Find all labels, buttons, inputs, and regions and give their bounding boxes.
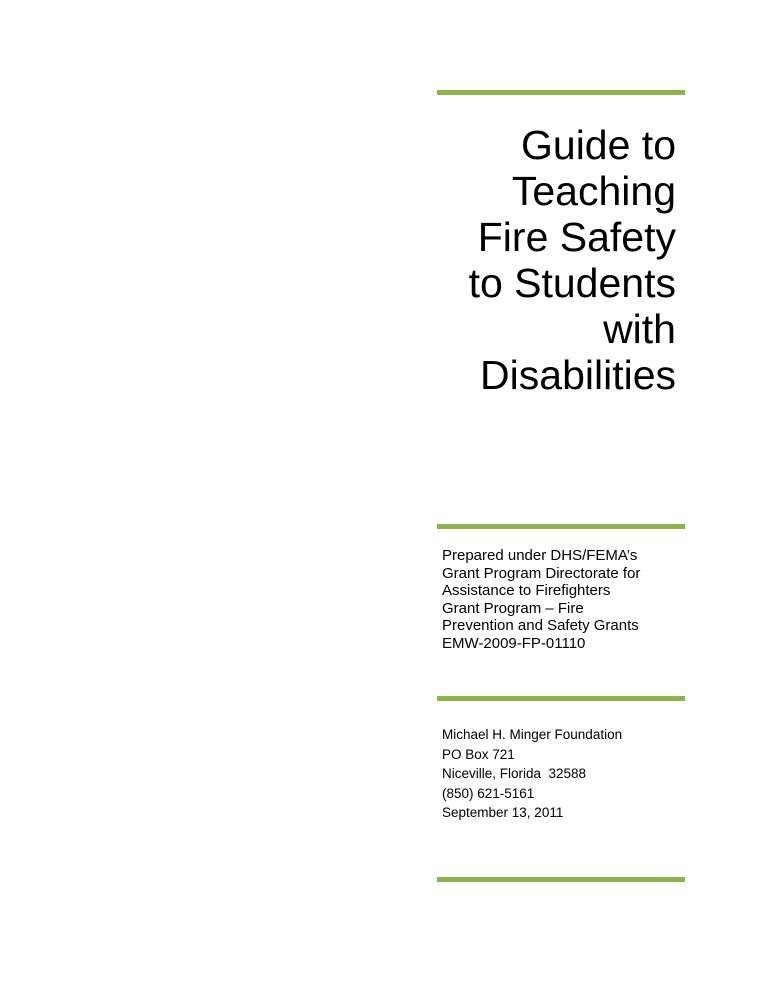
title-line: Teaching [511,168,676,214]
title-line: to Students [468,260,676,306]
grant-statement-line: Grant Program Directorate for [442,564,641,582]
grant-statement-line: Prepared under DHS/FEMA’s [442,547,638,564]
title-line: with [603,306,676,352]
grant-statement-line: Assistance to Firefighters [442,582,611,599]
document-date: September 13, 2011 [442,805,564,820]
contact-block [442,725,692,823]
title-line: Disabilities [480,352,676,398]
po-box: PO Box 721 [442,746,515,762]
phone-number: (850) 621-5161 [442,785,535,801]
city-state-zip: Niceville, Florida 32588 [442,766,587,781]
organization-name: Michael H. Minger Foundation [442,727,623,742]
grant-statement-line: Grant Program – Fire [442,599,584,617]
grant-statement-line: Prevention and Safety Grants [442,617,639,634]
top-divider-rule [437,90,685,95]
divider-rule [437,696,685,701]
bottom-divider-rule [437,877,685,882]
document-title [376,122,676,398]
grant-statement [442,547,692,652]
title-line: Guide to [521,122,676,168]
divider-rule [437,524,685,529]
grant-number: EMW-2009-FP-01110 [442,634,586,652]
title-line: Fire Safety [477,214,676,260]
